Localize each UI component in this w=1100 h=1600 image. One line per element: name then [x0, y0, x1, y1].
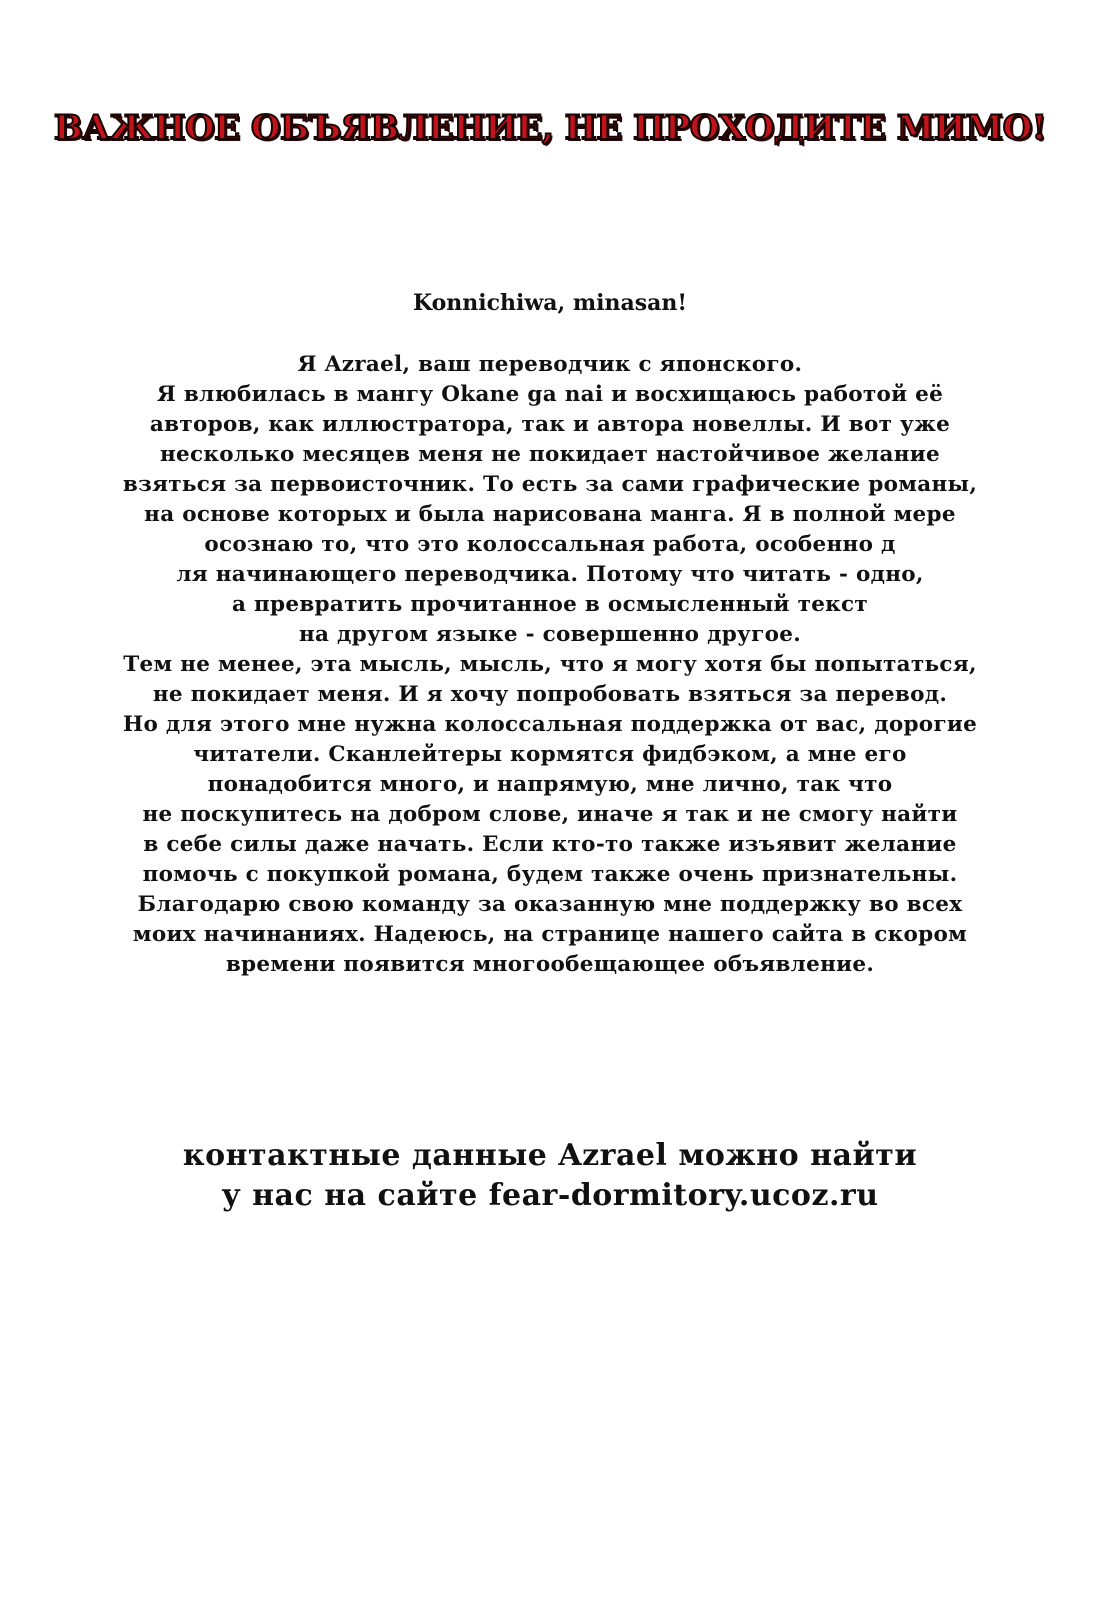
body-line: помочь с покупкой романа, будем также очень признательны. — [142, 862, 958, 887]
body-line: моих начинаниях. Надеюсь, на странице нашего сайта в скором — [132, 922, 968, 947]
body-line: авторов, как иллюстратора, так и автора новеллы. И вот уже — [149, 412, 951, 437]
body-line: в себе силы даже начать. Если кто-то также изъявит желание — [143, 832, 957, 857]
body-line: взяться за первоисточник. То есть за сами графические романы, — [122, 472, 978, 497]
body-line: Благодарю свою команду за оказанную мне поддержку во всех — [137, 892, 963, 917]
body-line: ля начинающего переводчика. Потому что читать - одно, — [176, 562, 924, 587]
announcement-body — [0, 350, 1100, 980]
contacts-site-line: у нас на сайте fear-dormitory.ucoz.ru — [221, 1178, 879, 1213]
body-line: несколько месяцев меня не покидает настойчивое желание — [160, 442, 940, 467]
body-line: Я Azrael, ваш переводчик с японского. — [297, 352, 803, 377]
body-line: а превратить прочитанное в осмысленный текст — [231, 592, 869, 617]
body-line: времени появится многообещающее объявление. — [225, 952, 875, 977]
body-line: Но для этого мне нужна колоссальная поддержка от вас, дорогие — [122, 712, 978, 737]
body-line: понадобится много, и напрямую, мне лично, так что — [207, 772, 893, 797]
body-line: на другом языке - совершенно другое. — [299, 622, 801, 647]
body-line: Я влюбилась в мангу Okane ga nai и восхищаюсь работой её — [156, 382, 944, 407]
announcement-headline: ВАЖНОЕ ОБЪЯВЛЕНИЕ, НЕ ПРОХОДИТЕ МИМО! — [53, 108, 1047, 148]
body-line: не поскупитесь на добром слове, иначе я так и не смогу найти — [142, 802, 958, 827]
body-line: читатели. Сканлейтеры кормятся фидбэком, а мне его — [193, 742, 907, 767]
body-line: на основе которых и была нарисована манга. Я в полной мере — [144, 502, 956, 527]
body-line: не покидает меня. И я хочу попробовать взяться за перевод. — [152, 682, 948, 707]
contacts-block — [0, 1136, 1100, 1216]
body-line: осознаю то, что это колоссальная работа, особенно д — [204, 532, 896, 557]
body-line: Тем не менее, эта мысль, мысль, что я могу хотя бы попытаться, — [123, 652, 977, 677]
greeting-text: Konnichiwa, minasan! — [412, 290, 688, 316]
contacts-line: контактные данные Azrael можно найти — [182, 1138, 918, 1173]
